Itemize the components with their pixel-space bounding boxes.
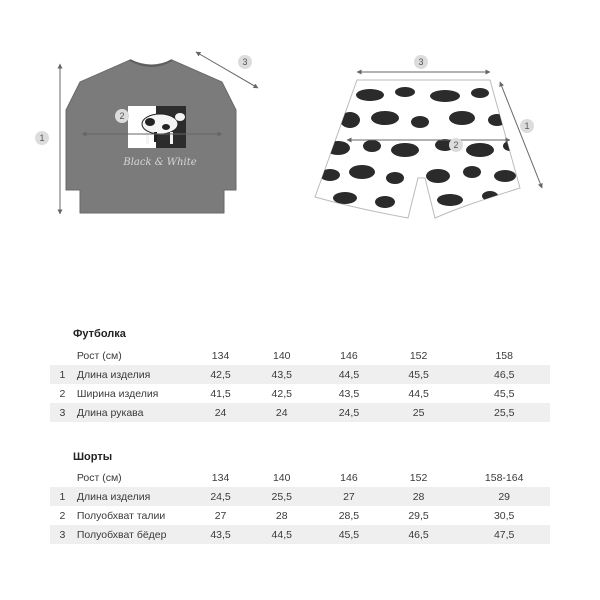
size-140: 140 [272,471,291,484]
size-158-164: 158-164 [484,471,524,484]
svg-text:2: 2 [119,111,125,121]
tshirt-print-text: Black & White [123,157,197,168]
table-header-row [50,468,550,487]
table-row: 3 Полуобхват бёдер 43,5 44,5 45,5 46,5 47,5 [50,525,550,544]
size-152: 152 [409,349,428,362]
tshirt-marker-2 [115,109,129,123]
shorts-figure [315,80,520,218]
svg-text:3: 3 [242,57,248,67]
svg-text:3: 3 [418,57,424,67]
tshirt-marker-3 [238,55,252,69]
svg-text:1: 1 [524,121,530,131]
shorts-marker-2 [449,138,463,152]
svg-text:1: 1 [39,133,45,143]
cow-print-icon [128,106,186,148]
size-134: 134 [211,349,230,362]
shorts-marker-1 [520,119,534,133]
table-row: 2 Полуобхват талии 27 28 28,5 29,5 30,5 [59,509,515,522]
size-140: 140 [272,349,291,362]
table-row: 1 Длина изделия 24,5 25,5 27 28 29 [50,487,550,506]
size-158: 158 [495,349,513,362]
shorts-marker-3 [414,55,428,69]
tshirt-figure [66,60,236,213]
header-label: Рост (см) [76,471,122,484]
table-row: 1 Длина изделия 42,5 43,5 44,5 45,5 46,5 [50,365,550,384]
size-146: 146 [340,471,358,484]
svg-text:2: 2 [453,140,459,150]
size-146: 146 [340,349,358,362]
table-row: 3 Длина рукава 24 24 24,5 25 25,5 [50,403,550,422]
tshirt-marker-1 [35,131,49,145]
tshirt-size-table [50,346,550,422]
table-row: 2 Ширина изделия 41,5 42,5 43,5 44,5 45,5 [59,387,515,400]
table-header-row [50,346,550,365]
header-label: Рост (см) [76,349,122,362]
tshirt-section-title: Футболка [73,328,126,340]
size-134: 134 [211,471,230,484]
shorts-size-table [50,468,550,544]
shorts-section-title: Шорты [73,451,113,463]
garment-illustrations [0,0,600,260]
size-152: 152 [409,471,428,484]
